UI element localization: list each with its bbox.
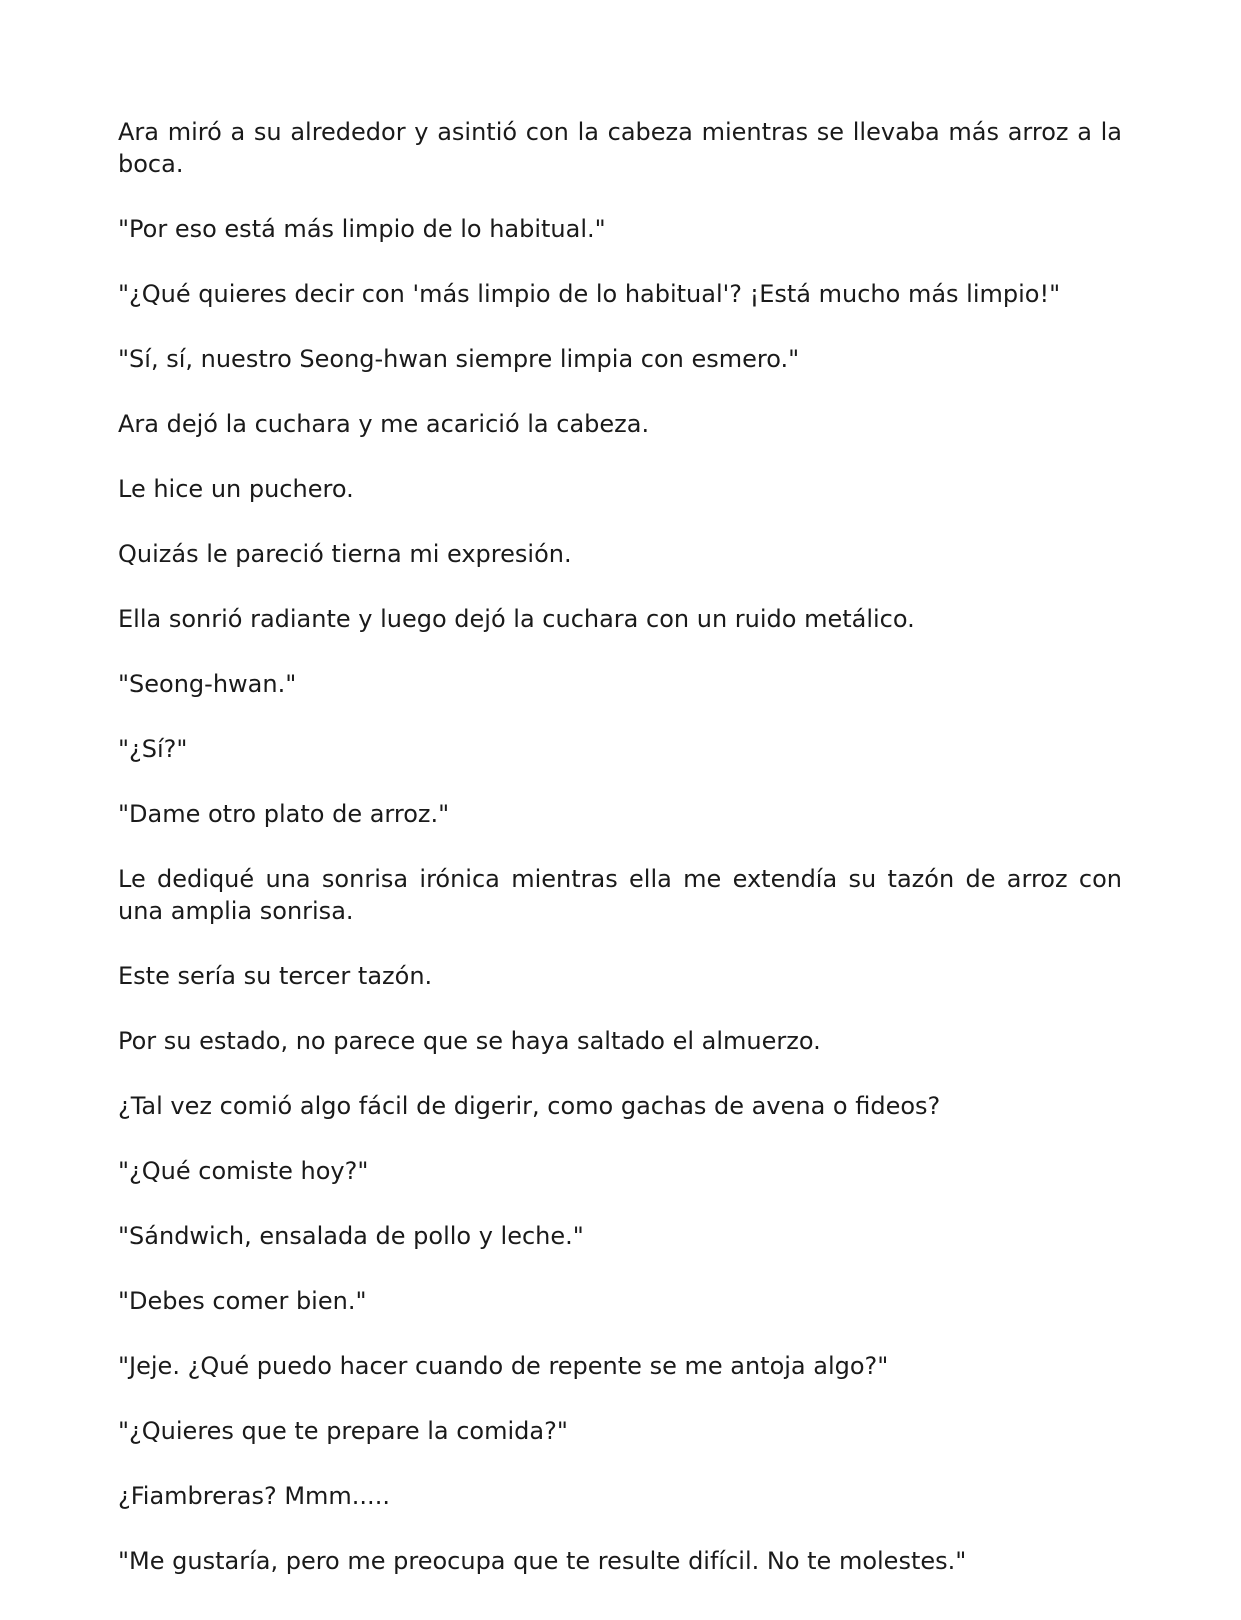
paragraph: Ella sonrió radiante y luego dejó la cuchara con un ruido metálico. [118, 605, 915, 633]
paragraph: Le dediqué una sonrisa irónica mientras ella me extendía su tazón de arroz con una amplia sonrisa. [118, 865, 1122, 925]
paragraph: Quizás le pareció tierna mi expresión. [118, 540, 572, 568]
paragraph: Le hice un puchero. [118, 475, 354, 503]
paragraph: "¿Sí?" [118, 735, 188, 763]
paragraph: "Por eso está más limpio de lo habitual." [118, 215, 606, 243]
paragraph: "Dame otro plato de arroz." [118, 800, 450, 828]
paragraph: Por su estado, no parece que se haya saltado el almuerzo. [118, 1027, 821, 1055]
paragraph: "Seong-hwan." [118, 670, 297, 698]
paragraph: "¿Quieres que te prepare la comida?" [118, 1417, 568, 1445]
paragraph: "Me gustaría, pero me preocupa que te resulte difícil. No te molestes." [118, 1547, 967, 1575]
paragraph: "¿Qué quieres decir con 'más limpio de lo habitual'? ¡Está mucho más limpio!" [118, 280, 1061, 308]
paragraph: "Jeje. ¿Qué puedo hacer cuando de repente se me antoja algo?" [118, 1352, 889, 1380]
paragraph: Ara dejó la cuchara y me acarició la cabeza. [118, 410, 650, 438]
paragraph: ¿Fiambreras? Mmm..... [118, 1482, 390, 1510]
text-body [118, 116, 1122, 1610]
paragraph: Este sería su tercer tazón. [118, 962, 433, 990]
paragraph: "¿Qué comiste hoy?" [118, 1157, 369, 1185]
paragraph: "Sándwich, ensalada de pollo y leche." [118, 1222, 584, 1250]
paragraph: "Sí, sí, nuestro Seong-hwan siempre limpia con esmero." [118, 345, 800, 373]
paragraph: ¿Tal vez comió algo fácil de digerir, como gachas de avena o fideos? [118, 1092, 941, 1120]
paragraph: "Debes comer bien." [118, 1287, 367, 1315]
paragraph: Ara miró a su alrededor y asintió con la cabeza mientras se llevaba más arroz a la boca. [118, 118, 1122, 178]
